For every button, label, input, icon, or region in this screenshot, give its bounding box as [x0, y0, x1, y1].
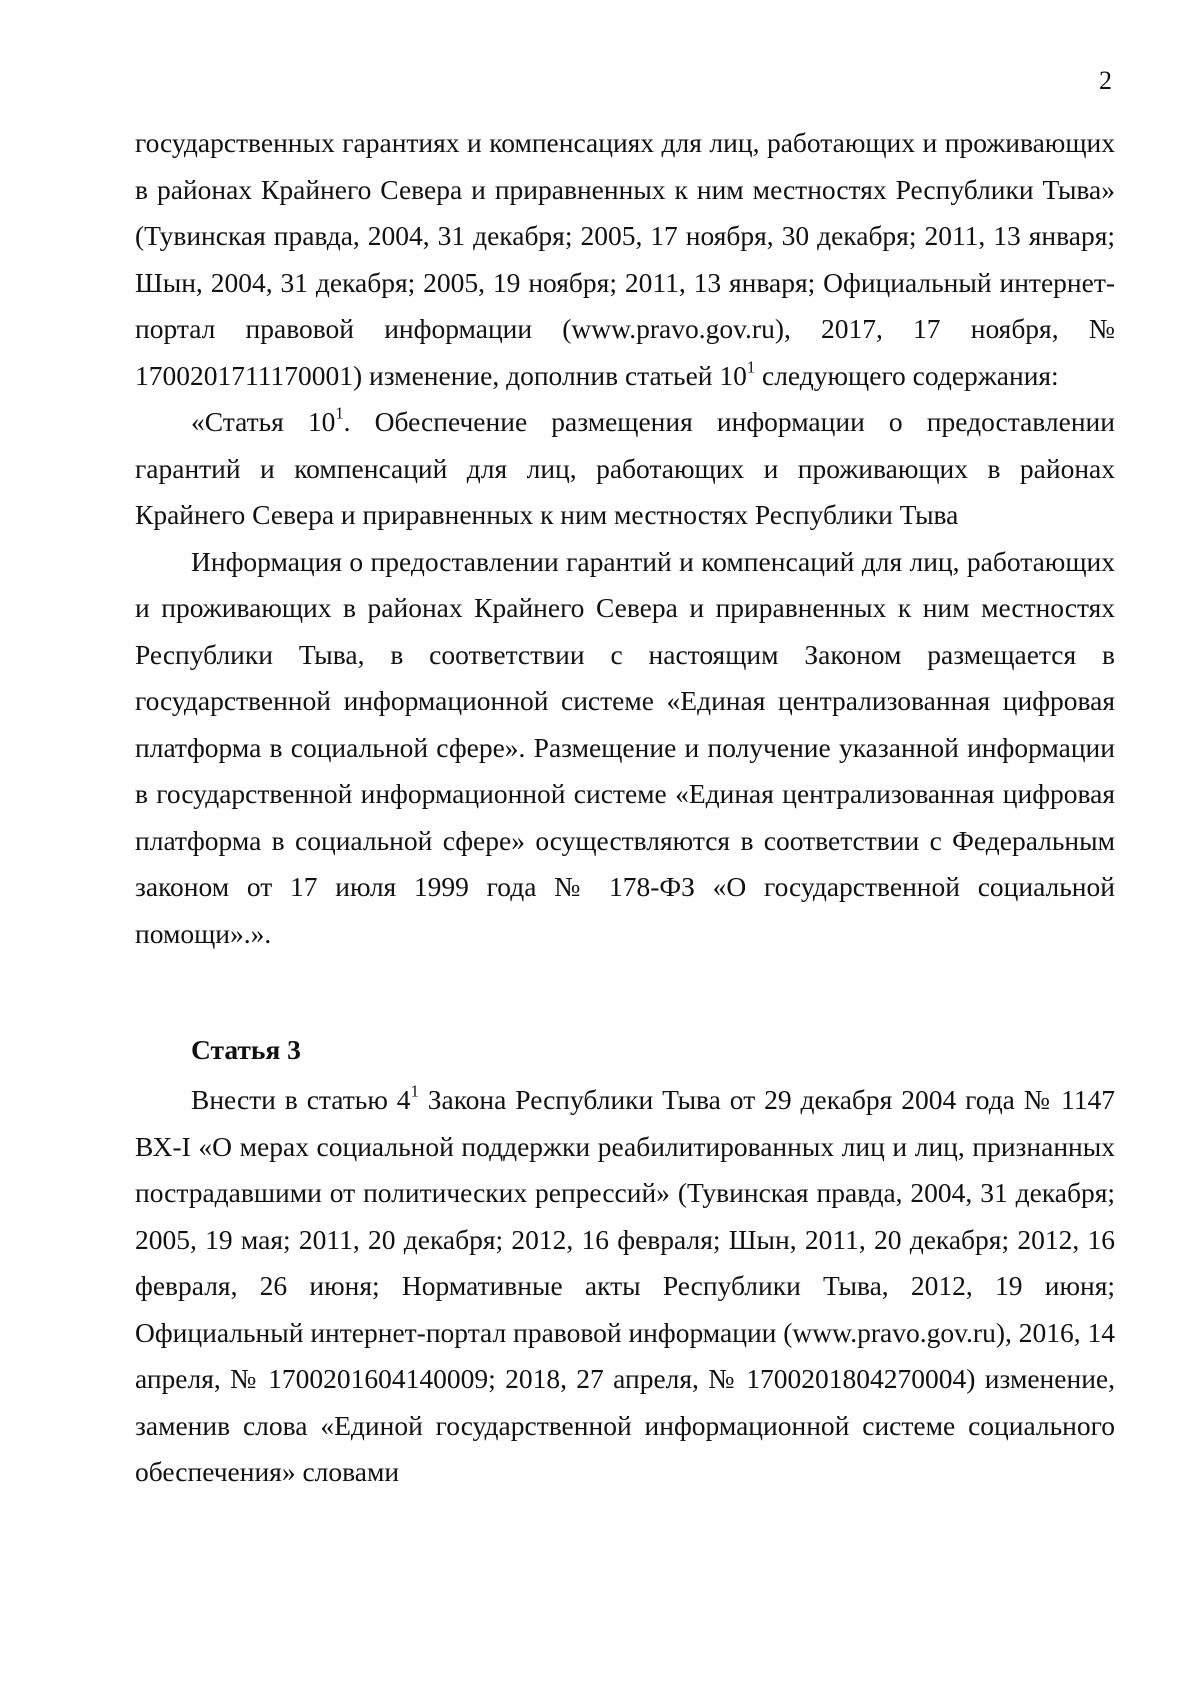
paragraph-article-3-body — [135, 1077, 1115, 1496]
paragraph-text: Закона Республики Тыва от 29 декабря 2004 года № 1147 ВХ-I «О мерах социальной поддержки реабилитированных лиц и лиц, признанных пострадавшими от политических репрессий» (Тувинская правда, 2004, 31 декабря; 2005, 19 мая; 2011, 20 декабря; 2012, 16 февраля; Шын, 2011, 20 декабря; 2012, 16 февраля, 26 июня; Нормативные акты Республики Тыва, 2012, 19 июня; Официальный интернет-портал правовой информации (www.pravo.gov.ru), 2016, 14 апреля, № 1700201604140009; 2018, 27 апреля, № 1700201804270004) изменение, заменив слова «Единой государственной информационной системе социального обеспечения» словами — [135, 1084, 1115, 1487]
superscript: 1 — [410, 1081, 419, 1101]
paragraph-text: . Обеспечение размещения информации о предоставлении гарантий и компенсаций для лиц, работающих и проживающих в районах Крайнего Севера и приравненных к ним местностях Республики Тыва — [135, 406, 1115, 530]
paragraph-article-10-1-body: Информация о предоставлении гарантий и компенсаций для лиц, работающих и проживающих в районах Крайнего Севера и приравненных к ним местностях Республики Тыва, в соответствии с настоящим Законом размещается в государственной информационной системе «Единая централизованная цифровая платформа в социальной сфере». Размещение и получение указанной информации в государственной информационной системе «Единая централизованная цифровая платформа в социальной сфере» осуществляются в соответствии с Федеральным законом от 17 июля 1999 года № 178-ФЗ «О государственной социальной помощи».». — [135, 545, 1115, 949]
paragraph-article-10-1-title — [135, 399, 1115, 539]
paragraph-text: «Статья 10 — [191, 406, 336, 437]
superscript: 1 — [335, 403, 344, 423]
paragraph-text: государственных гарантиях и компенсациях для лиц, работающих и проживающих в районах Крайнего Севера и приравненных к ним местностях Республики Тыва» (Тувинская правда, 2004, 31 декабря; 2005, 17 ноября, 30 декабря; 2011, 13 января; Шын, 2004, 31 декабря; 2005, 19 ноября; 2011, 13 января; Официальный интернет-портал правовой информации (www.pravo.gov.ru), 2017, 17 ноября, № 1700201711170001) изменение, дополнив статьей 10 — [135, 127, 1115, 391]
paragraph-amendment-continuation — [135, 120, 1115, 399]
article-3-heading: Статья 3 — [191, 1034, 301, 1065]
superscript: 1 — [746, 357, 756, 377]
page-number: 2 — [1099, 66, 1112, 95]
paragraph-text: следующего содержания: — [755, 359, 1059, 391]
document-body — [135, 120, 1115, 1496]
paragraph-text: Внести в статью 4 — [191, 1084, 411, 1115]
